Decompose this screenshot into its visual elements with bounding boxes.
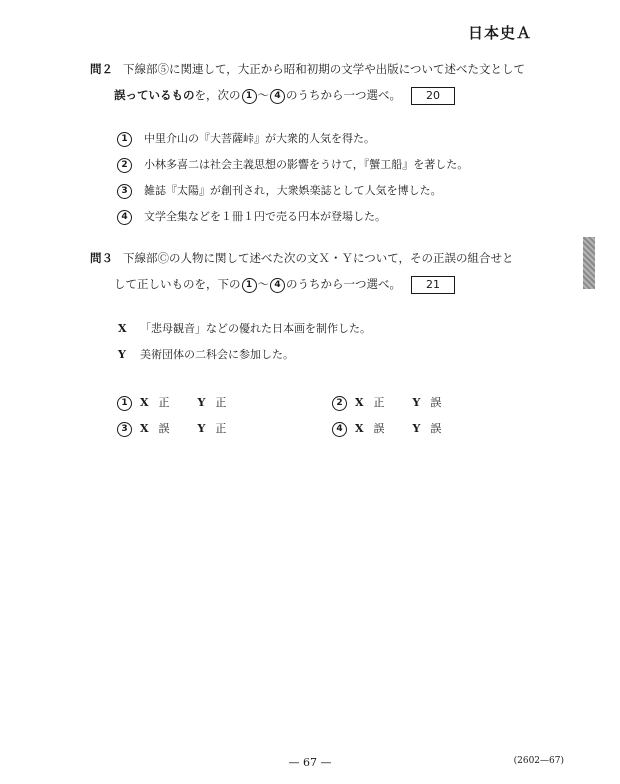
choice-text: 雑誌『太陽』が創刊され，大衆娯楽誌として人気を博した。 (144, 184, 442, 197)
q2-choice-list (116, 126, 468, 230)
question-3 (90, 245, 550, 297)
choice-number-icon: 2 (332, 396, 347, 411)
y-label: Y (197, 396, 206, 409)
choice-number-icon: 4 (332, 422, 347, 437)
y-label: Y (197, 422, 206, 435)
combo-choice-3[interactable] (116, 416, 226, 442)
choice-item[interactable] (116, 204, 468, 230)
answer-box-20[interactable]: 20 (411, 87, 455, 105)
page-code: (2602—67) (513, 756, 564, 766)
combo-choice-4[interactable] (331, 416, 441, 442)
statement-y (118, 342, 371, 368)
choice-number-icon: 4 (270, 278, 285, 293)
question-stem-line1: 下線部⑤に関連して，大正から昭和初期の文学や出版について述べた文として (123, 62, 526, 76)
y-value: 誤 (430, 396, 442, 409)
choice-number-icon: 1 (117, 396, 132, 411)
page-number: — 67 — (288, 756, 332, 769)
choice-item[interactable] (116, 178, 468, 204)
question-stem-end: のうちから一つ選べ。 (286, 277, 401, 291)
subject-header: 日本史Ａ (467, 24, 532, 42)
x-label: X (355, 396, 364, 409)
x-label: X (140, 396, 149, 409)
x-value: 正 (158, 396, 170, 409)
x-value: 誤 (373, 422, 385, 435)
question-number: 問２ (90, 62, 113, 76)
question-number: 問３ (90, 251, 113, 265)
statement-label: X (118, 322, 127, 335)
range-separator: ～ (257, 88, 269, 102)
statement-x (118, 316, 371, 342)
combo-row (116, 416, 476, 442)
y-value: 正 (215, 396, 227, 409)
y-label: Y (412, 422, 421, 435)
statement-label: Y (118, 348, 126, 361)
question-stem-line2: して正しいものを，下の (114, 277, 241, 291)
q3-statement-list (118, 316, 371, 368)
choice-number-icon: 3 (117, 184, 132, 199)
range-separator: ～ (257, 277, 269, 291)
combo-row (116, 390, 476, 416)
choice-number-icon: 2 (117, 158, 132, 173)
choice-number-icon: 1 (242, 89, 257, 104)
y-value: 誤 (430, 422, 442, 435)
y-label: Y (412, 396, 421, 409)
choice-number-icon: 4 (270, 89, 285, 104)
question-stem-end: のうちから一つ選べ。 (286, 88, 401, 102)
choice-number-icon: 1 (242, 278, 257, 293)
y-value: 正 (215, 422, 227, 435)
choice-text: 中里介山の『大菩薩峠』が大衆的人気を得た。 (144, 132, 375, 145)
choice-item[interactable] (116, 126, 468, 152)
choice-text: 小林多喜二は社会主義思想の影響をうけて，『蟹工船』を著した。 (144, 158, 469, 171)
x-value: 誤 (158, 422, 170, 435)
x-label: X (140, 422, 149, 435)
statement-text: 美術団体の二科会に参加した。 (140, 348, 294, 361)
emphasis-text: 誤っているもの (114, 88, 195, 102)
question-stem-line1: 下線部Ⓒの人物に関して述べた次の文Ｘ・Ｙについて，その正誤の組合せと (123, 251, 514, 265)
choice-number-icon: 4 (117, 210, 132, 225)
x-label: X (355, 422, 364, 435)
q3-combination-choices (116, 390, 476, 442)
choice-item[interactable] (116, 152, 468, 178)
combo-choice-1[interactable] (116, 390, 226, 416)
x-value: 正 (373, 396, 385, 409)
question-2 (90, 56, 550, 108)
choice-number-icon: 3 (117, 422, 132, 437)
choice-number-icon: 1 (117, 132, 132, 147)
combo-choice-2[interactable] (331, 390, 441, 416)
question-stem-line2: を，次の (194, 88, 241, 102)
answer-box-21[interactable]: 21 (411, 276, 455, 294)
statement-text: 「悲母観音」などの優れた日本画を制作した。 (140, 322, 371, 335)
section-index-tab (583, 237, 595, 289)
choice-text: 文学全集などを１冊１円で売る円本が登場した。 (144, 210, 386, 223)
